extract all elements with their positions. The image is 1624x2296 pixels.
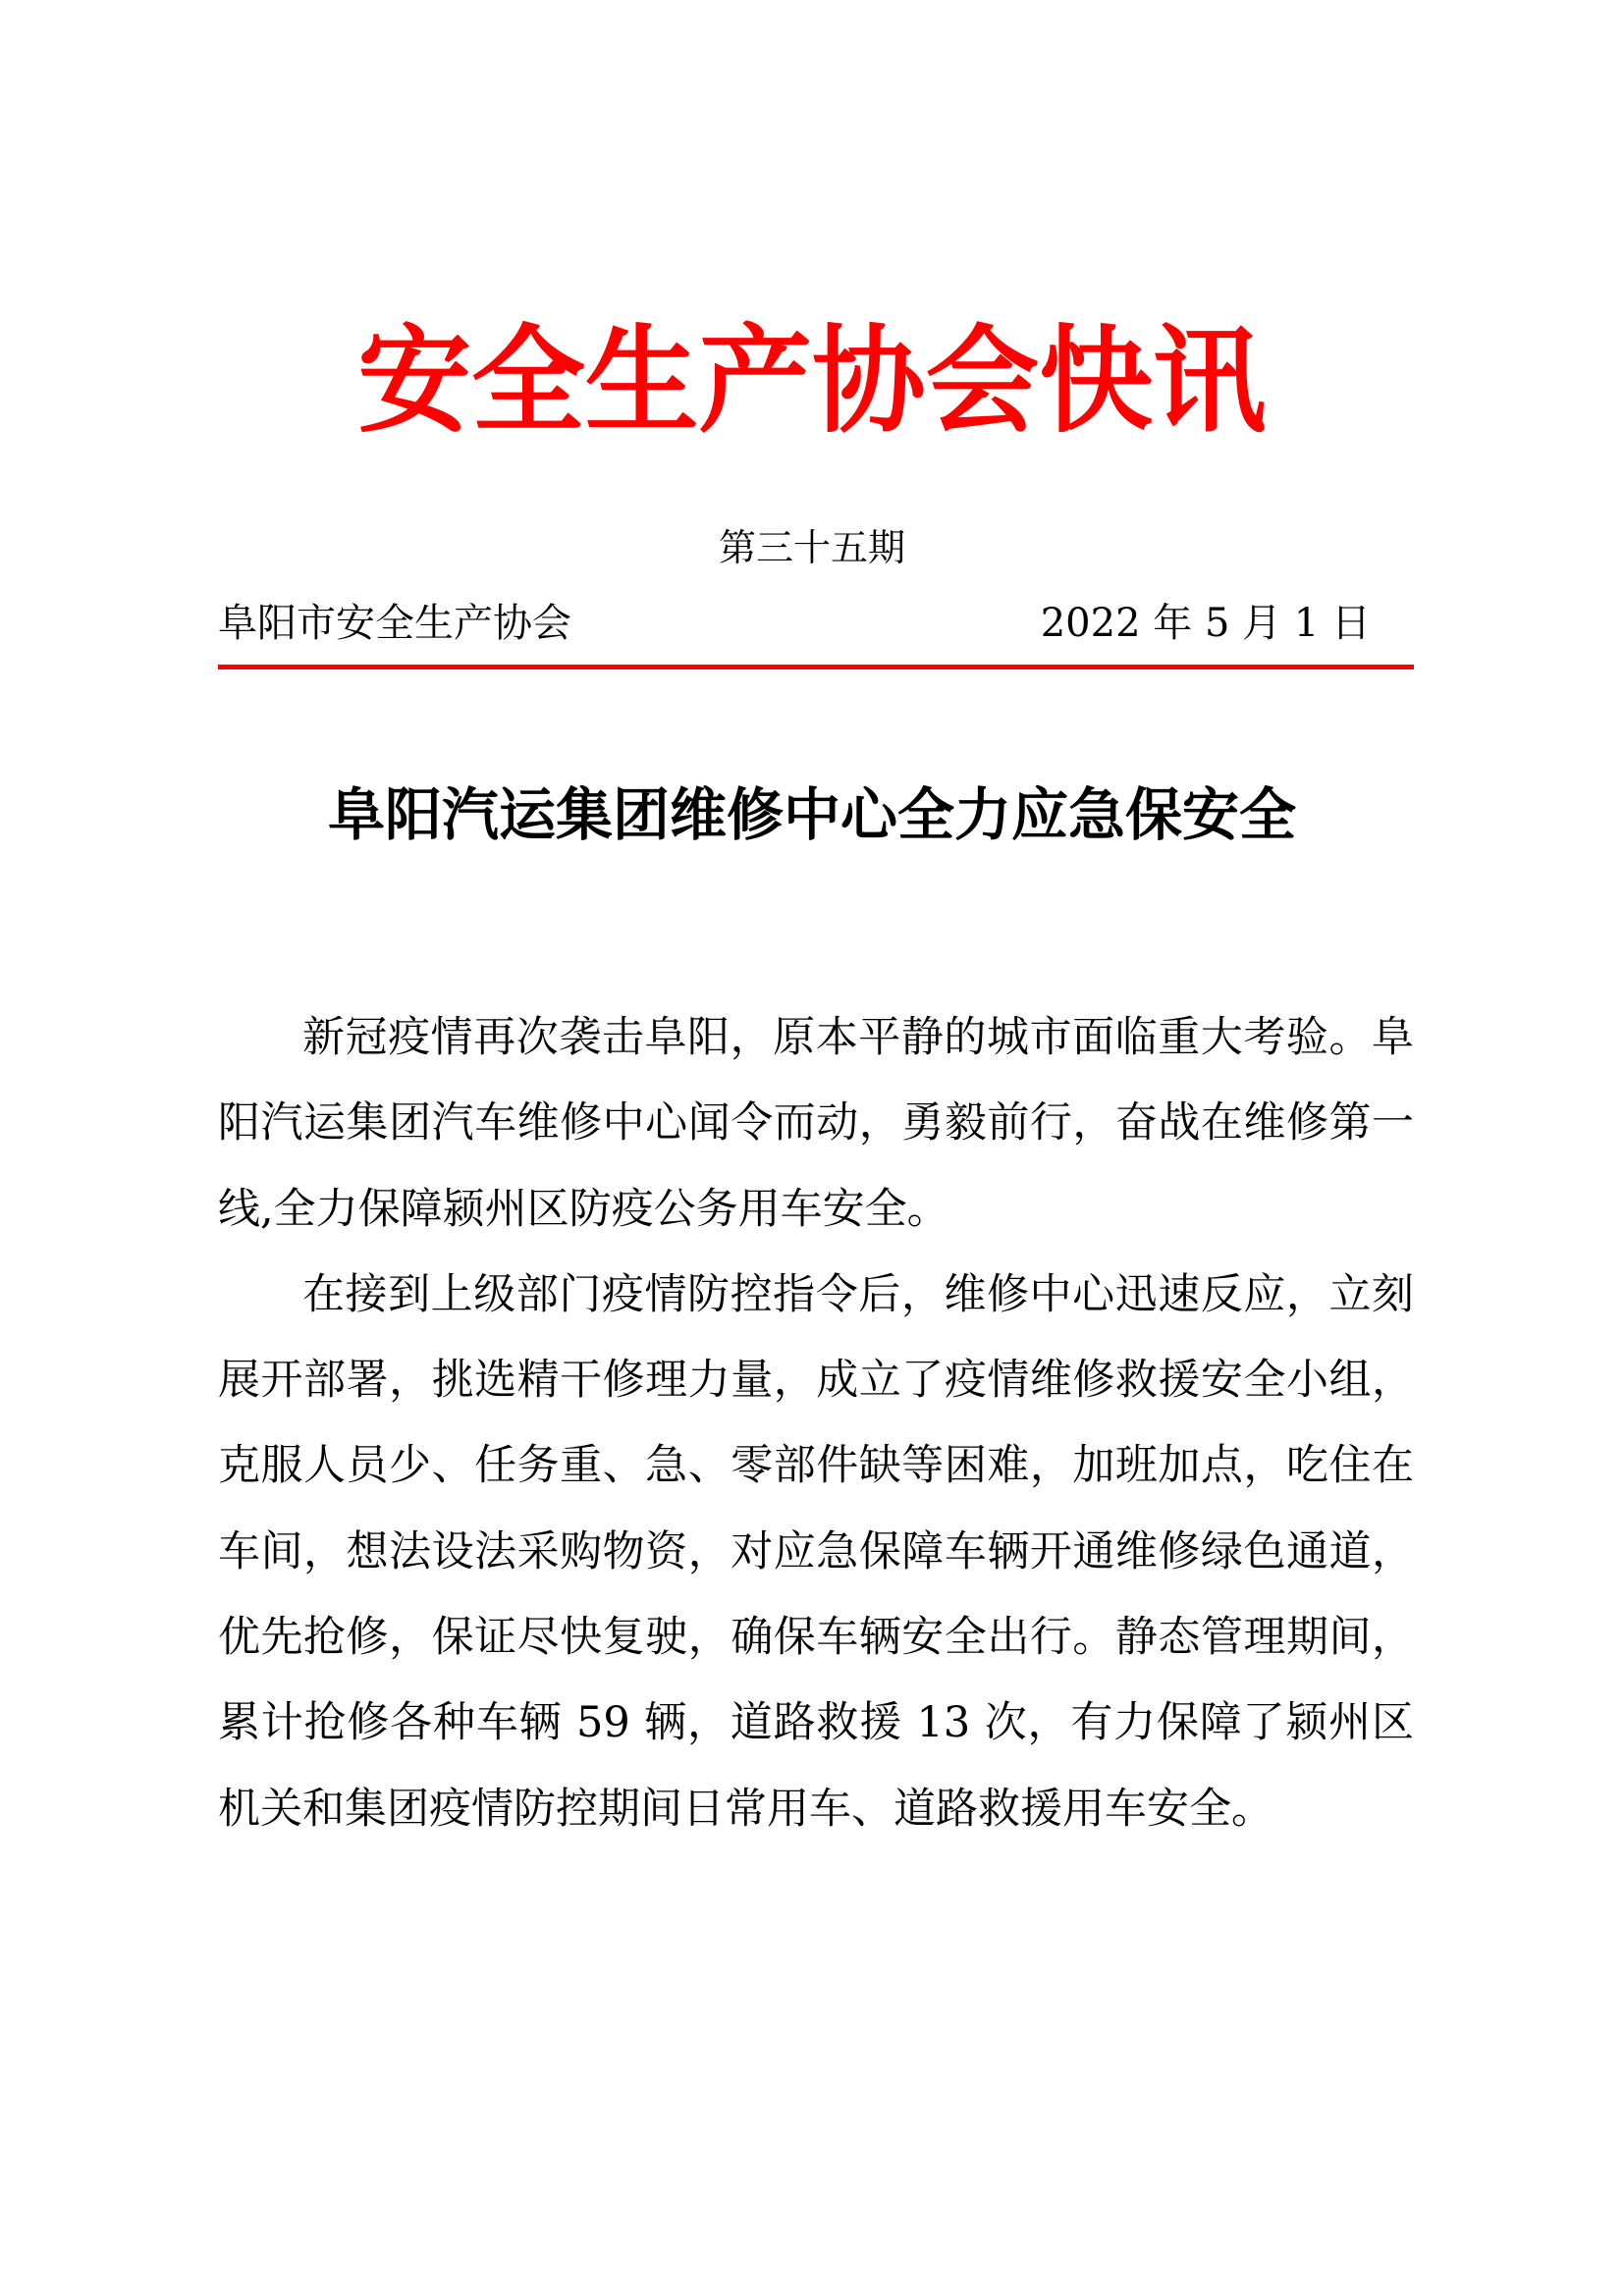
red-divider bbox=[218, 665, 1414, 669]
article-body bbox=[218, 995, 1414, 1852]
masthead-title: 安全生产协会快讯 bbox=[357, 313, 1267, 449]
article-paragraph: 新冠疫情再次袭击阜阳，原本平静的城市面临重大考验。阜阳汽运集团汽车维修中心闻令而动，勇毅前行，奋战在维修第一线,全力保障颍州区防疫公务用车安全。 bbox=[218, 1013, 1414, 1234]
article-paragraph: 在接到上级部门疫情防控指令后，维修中心迅速反应，立刻展开部署，挑选精干修理力量，成立了疫情维修救援安全小组，克服人员少、任务重、急、零部件缺等困难，加班加点，吃住在车间，想法设法采购物资，对应急保障车辆开通维修绿色通道，优先抢修，保证尽快复驶，确保车辆安全出行。静态管理期间，累计抢修各种车辆 59 辆，道路救援 13 次，有力保障了颍州区机关和集团疫情防控期间日常用车、道路救援用车安全。 bbox=[218, 1269, 1414, 1834]
issue-number: 第三十五期 bbox=[718, 526, 905, 569]
article-title: 阜阳汽运集团维修中心全力应急保安全 bbox=[327, 781, 1296, 848]
publication-date: 2022 年 5 月 1 日 bbox=[1040, 601, 1371, 646]
meta-row bbox=[218, 593, 1414, 654]
organization-name: 阜阳市安全生产协会 bbox=[218, 601, 571, 646]
